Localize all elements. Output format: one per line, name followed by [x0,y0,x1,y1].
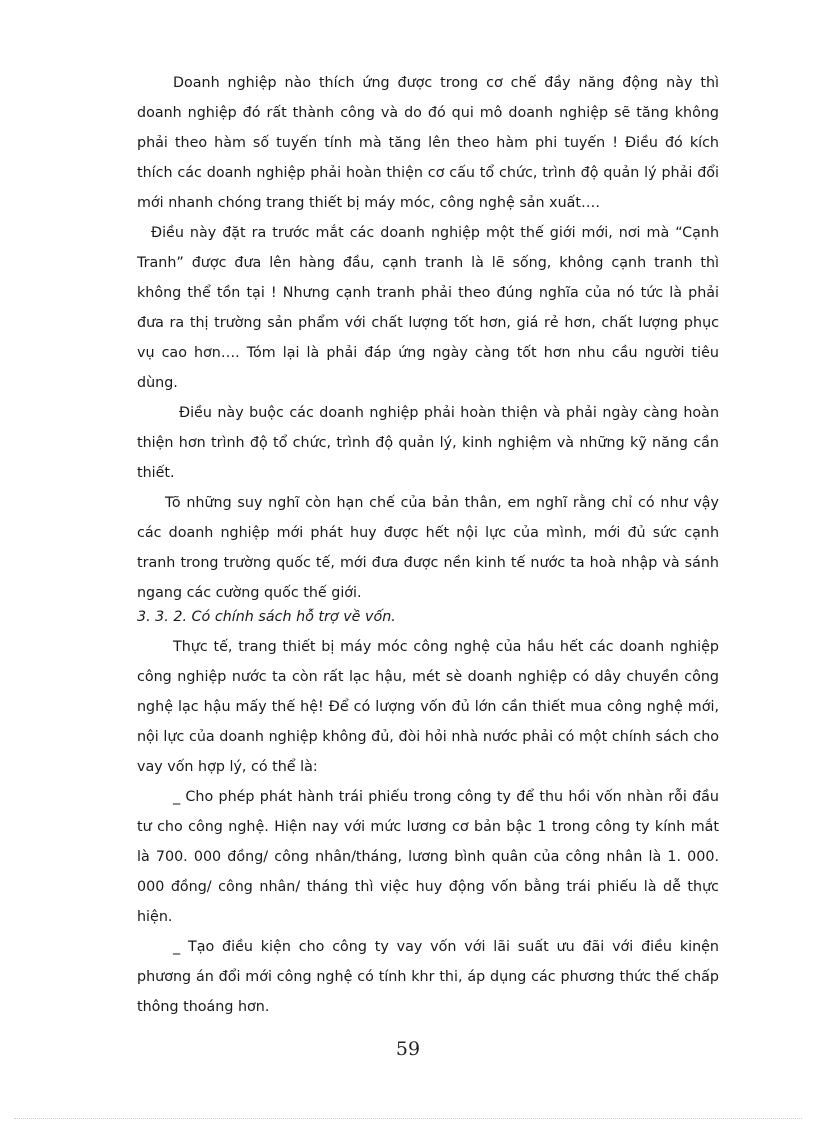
page-number: 59 [395,1038,421,1060]
bottom-divider [14,1118,802,1119]
section-heading: 3. 3. 2. Có chính sách hỗ trợ về vốn. [137,609,396,625]
body-text-bottom [137,602,719,1022]
paragraph-5: Thực tế, trang thiết bị máy móc công nghệ của hầu hết các doanh nghiệp công nghiệp nước ta còn rất lạc hậu, mét sè doanh nghiệp có dây chuyền công nghệ lạc hậu mấy thế hệ! Để có lượng vốn đủ lớn cần thiết mua công nghệ mới, nội lực của doanh nghiệp không đủ, đòi hỏi nhà nước phải có một chính sách cho vay vốn hợp lý, có thể là: [137,639,719,775]
paragraph-4: Tõ những suy nghĩ còn hạn chế của bản thân, em nghĩ rằng chỉ có như vậy các doanh nghiệp mới phát huy được hết nội lực của mình, mới đủ sức cạnh tranh trong trường quốc tế, mới đưa được nền kinh tế nước ta hoà nhập và sánh ngang các cường quốc thế giới. [137,495,719,601]
paragraph-3: Điều này buộc các doanh nghiệp phải hoàn thiện và phải ngày càng hoàn thiện hơn trình độ tổ chức, trình độ quản lý, kinh nghiệm và những kỹ năng cần thiết. [137,405,719,481]
paragraph-6: _ Cho phép phát hành trái phiếu trong công ty để thu hồi vốn nhàn rỗi đầu tư cho công nghệ. Hiện nay với mức lương cơ bản bậc 1 trong công ty kính mắt là 700. 000 đồng/ công nhân/tháng, lương bình quân của công nhân là 1. 000. 000 đồng/ công nhân/ tháng thì việc huy động vốn bằng trái phiếu là dễ thực hiện. [137,789,719,925]
paragraph-2: Điều này đặt ra trước mắt các doanh nghiệp một thế giới mới, nơi mà “Cạnh Tranh” được đưa lên hàng đầu, cạnh tranh là lẽ sống, không cạnh tranh thì không thể tồn tại ! Nhưng cạnh tranh phải theo đúng nghĩa của nó tức là phải đưa ra thị trường sản phẩm với chất lượng tốt hơn, giá rẻ hơn, chất lượng phục vụ cao hơn…. Tóm lại là phải đáp ứng ngày càng tốt hơn nhu cầu người tiêu dùng. [137,225,719,391]
paragraph-1: Doanh nghiệp nào thích ứng được trong cơ chế đầy năng động này thì doanh nghiệp đó rất thành công và do đó qui mô doanh nghiệp sẽ tăng không phải theo hàm số tuyến tính mà tăng lên theo hàm phi tuyến ! Điều đó kích thích các doanh nghiệp phải hoàn thiện cơ cấu tổ chức, trình độ quản lý phải đổi mới nhanh chóng trang thiết bị máy móc, công nghệ sản xuất…. [137,75,719,211]
body-text-top [137,68,719,608]
paragraph-7: _ Tạo điều kiện cho công ty vay vốn với lãi suất ưu đãi với điều kinện phương án đổi mới công nghệ có tính khr thi, áp dụng các phương thức thế chấp thông thoáng hơn. [137,939,719,1015]
